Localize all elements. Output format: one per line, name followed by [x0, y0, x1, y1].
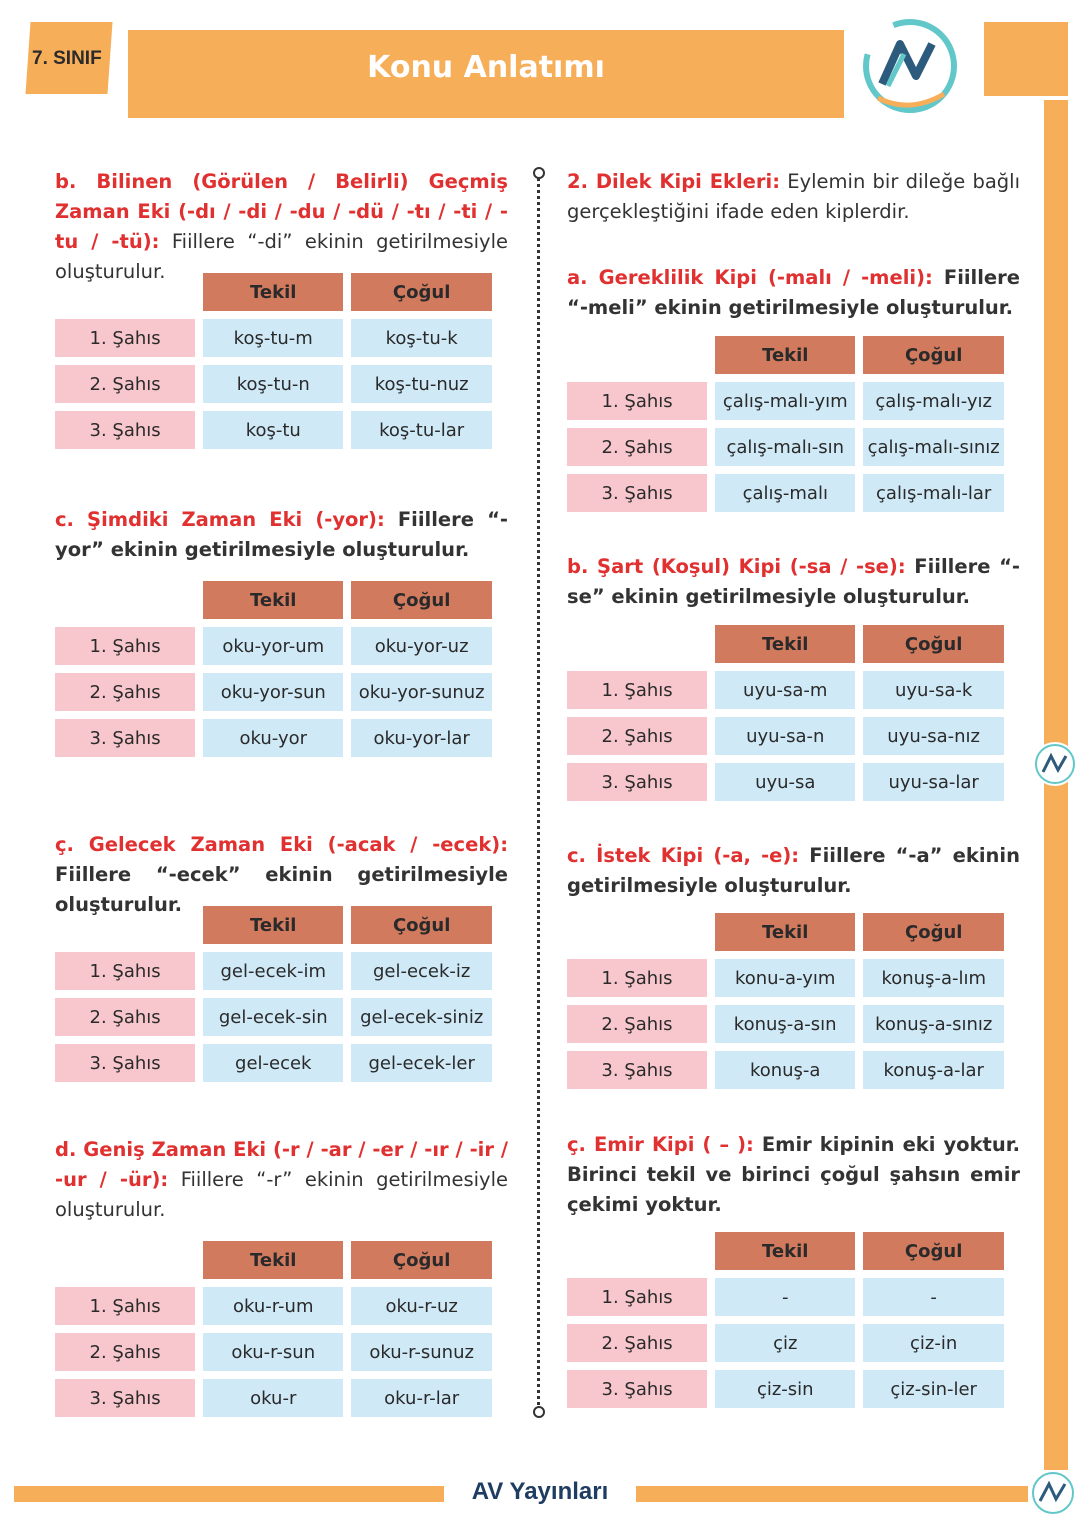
section-future-tense — [55, 830, 508, 1074]
person-label: 3. Şahıs — [55, 1379, 195, 1417]
table-cell: gel-ecek-ler — [351, 1044, 492, 1082]
conjugation-table — [559, 617, 1012, 809]
table-cell: oku-r-sun — [203, 1333, 343, 1371]
person-label: 1. Şahıs — [567, 959, 707, 997]
person-label: 2. Şahıs — [567, 1324, 707, 1362]
table-cell: uyu-sa-nız — [863, 717, 1004, 755]
conjugation-table — [47, 573, 500, 765]
table-cell: - — [715, 1278, 855, 1316]
table-cell: oku-yor — [203, 719, 343, 757]
table-cell: - — [863, 1278, 1004, 1316]
person-label: 3. Şahıs — [55, 1044, 195, 1082]
table-cell: uyu-sa-n — [715, 717, 855, 755]
table-cell: koş-tu-lar — [351, 411, 492, 449]
person-label: 3. Şahıs — [567, 763, 707, 801]
conjugation-table — [47, 265, 500, 457]
table-cell: koş-tu-nuz — [351, 365, 492, 403]
header-singular: Tekil — [203, 273, 343, 311]
footer-logo-icon — [1030, 1470, 1076, 1516]
table-cell: oku-yor-uz — [351, 627, 492, 665]
section-imperative-mood — [567, 1130, 1020, 1400]
table-cell: konu-a-yım — [715, 959, 856, 997]
person-label: 3. Şahıs — [55, 719, 195, 757]
section-optative-mood — [567, 841, 1020, 1081]
table-cell: konuş-a-lar — [863, 1051, 1004, 1089]
section-conditional-mood — [567, 552, 1020, 793]
section-heading: c. İstek Kipi (-a, -e): Fiillere “-a” ekinin getirilmesiyle oluşturulur. — [567, 844, 1020, 897]
header-plural: Çoğul — [351, 273, 492, 311]
person-label: 1. Şahıs — [567, 382, 707, 420]
table-cell: konuş-a — [715, 1051, 856, 1089]
table-cell: çalış-malı-sınız — [863, 428, 1004, 466]
person-label: 3. Şahıs — [55, 411, 195, 449]
conjugation-table — [559, 328, 1012, 520]
section-heading: a. Gereklilik Kipi (-malı / -meli): Fiillere “-meli” ekinin getirilmesiyle oluşturulur. — [567, 266, 1020, 319]
section-heading: d. Geniş Zaman Eki (-r / -ar / -er / -ır / -ir / -ur / -ür): Fiillere “-r” ekinin getirilmesiyle oluşturulur. — [55, 1138, 508, 1221]
av-logo-icon — [858, 14, 962, 118]
table-cell: oku-yor-um — [203, 627, 343, 665]
person-label: 2. Şahıs — [567, 1005, 707, 1043]
table-cell: çiz — [715, 1324, 855, 1362]
table-cell: oku-yor-sun — [203, 673, 343, 711]
person-label: 3. Şahıs — [567, 1370, 707, 1408]
table-cell: uyu-sa — [715, 763, 855, 801]
table-cell: oku-r-sunuz — [351, 1333, 492, 1371]
person-label: 1. Şahıs — [567, 1278, 707, 1316]
section-wish-mood-intro — [567, 167, 1020, 227]
table-cell: çiz-sin — [715, 1370, 855, 1408]
divider-top-dot — [533, 167, 545, 179]
table-cell: çiz-in — [863, 1324, 1004, 1362]
table-cell: çiz-sin-ler — [863, 1370, 1004, 1408]
table-cell: gel-ecek-sin — [203, 998, 343, 1036]
table-cell: çalış-malı-sın — [715, 428, 855, 466]
header-singular: Tekil — [715, 625, 855, 663]
table-cell: koş-tu — [203, 411, 343, 449]
table-cell: çalış-malı-yım — [715, 382, 855, 420]
section-heading: b. Bilinen (Görülen / Belirli) Geçmiş Zaman Eki (-dı / -di / -du / -dü / -tı / -ti / -tu / -tü): Fiillere “-di” ekinin getirilmesiyle oluşturulur. — [55, 170, 508, 283]
header-plural: Çoğul — [863, 1232, 1004, 1270]
table-cell: konuş-a-sın — [715, 1005, 856, 1043]
table-cell: çalış-malı — [715, 474, 855, 512]
section-heading: c. Şimdiki Zaman Eki (-yor): Fiillere “-yor” ekinin getirilmesiyle oluşturulur. — [55, 508, 508, 561]
section-heading: 2. Dilek Kipi Ekleri: Eylemin bir dileğe bağlı gerçekleştiğini ifade eden kiplerdir. — [567, 170, 1021, 223]
table-cell: gel-ecek — [203, 1044, 343, 1082]
person-label: 1. Şahıs — [55, 627, 195, 665]
table-cell: oku-yor-lar — [351, 719, 492, 757]
header-plural: Çoğul — [351, 581, 492, 619]
table-cell: çalış-malı-yız — [863, 382, 1004, 420]
person-label: 1. Şahıs — [567, 671, 707, 709]
table-cell: oku-r-um — [203, 1287, 343, 1325]
person-label: 2. Şahıs — [567, 717, 707, 755]
divider-bottom-dot — [533, 1406, 545, 1418]
person-label: 2. Şahıs — [567, 428, 707, 466]
header-plural: Çoğul — [863, 336, 1004, 374]
section-past-tense — [55, 167, 508, 441]
table-cell: konuş-a-sınız — [863, 1005, 1004, 1043]
table-cell: koş-tu-m — [203, 319, 343, 357]
header-plural: Çoğul — [863, 913, 1004, 951]
conjugation-table — [47, 898, 500, 1090]
section-necessity-mood — [567, 263, 1020, 504]
header-plural: Çoğul — [351, 1241, 492, 1279]
person-label: 1. Şahıs — [55, 319, 195, 357]
table-cell: uyu-sa-m — [715, 671, 855, 709]
table-cell: gel-ecek-siniz — [351, 998, 492, 1036]
publisher-name: AV Yayınları — [471, 1478, 609, 1505]
person-label: 1. Şahıs — [55, 952, 195, 990]
table-cell: koş-tu-n — [203, 365, 343, 403]
person-label: 2. Şahıs — [55, 1333, 195, 1371]
table-cell: çalış-malı-lar — [863, 474, 1004, 512]
footer-line-right — [636, 1486, 1028, 1502]
header-singular: Tekil — [203, 1241, 343, 1279]
table-cell: uyu-sa-k — [863, 671, 1004, 709]
conjugation-table — [47, 1233, 500, 1425]
table-cell: gel-ecek-im — [203, 952, 343, 990]
section-heading: ç. Gelecek Zaman Eki (-acak / -ecek): Fiillere “-ecek” ekinin getirilmesiyle oluşturulur. — [55, 833, 508, 916]
table-cell: uyu-sa-lar — [863, 763, 1004, 801]
header-plural: Çoğul — [351, 906, 492, 944]
table-cell: konuş-a-lım — [863, 959, 1004, 997]
corner-block — [984, 22, 1068, 96]
section-heading: b. Şart (Koşul) Kipi (-sa / -se): Fiillere “-se” ekinin getirilmesiyle oluşturulur. — [567, 555, 1020, 608]
header-singular: Tekil — [715, 336, 855, 374]
person-label: 1. Şahıs — [55, 1287, 195, 1325]
footer-line-left — [14, 1486, 444, 1502]
header-singular: Tekil — [715, 913, 856, 951]
table-cell: oku-r-uz — [351, 1287, 492, 1325]
grade-label: 7. SINIF — [32, 48, 102, 69]
person-label: 3. Şahıs — [567, 474, 707, 512]
header-singular: Tekil — [203, 581, 343, 619]
person-label: 2. Şahıs — [55, 673, 195, 711]
person-label: 2. Şahıs — [55, 998, 195, 1036]
section-aorist-tense — [55, 1135, 508, 1409]
column-divider — [537, 173, 540, 1411]
section-present-continuous — [55, 505, 508, 749]
table-cell: oku-r — [203, 1379, 343, 1417]
section-heading: ç. Emir Kipi ( – ): Emir kipinin eki yoktur. Birinci tekil ve birinci çoğul şahsın emir çekimi yoktur. — [567, 1133, 1020, 1216]
header-plural: Çoğul — [863, 625, 1004, 663]
page-title: Konu Anlatımı — [367, 50, 605, 85]
person-label: 3. Şahıs — [567, 1051, 707, 1089]
conjugation-table — [559, 905, 1012, 1097]
table-cell: gel-ecek-iz — [351, 952, 492, 990]
header-singular: Tekil — [203, 906, 343, 944]
table-cell: oku-r-lar — [351, 1379, 492, 1417]
person-label: 2. Şahıs — [55, 365, 195, 403]
header-singular: Tekil — [715, 1232, 855, 1270]
side-logo-icon — [1033, 742, 1077, 786]
table-cell: oku-yor-sunuz — [351, 673, 492, 711]
conjugation-table — [559, 1224, 1012, 1416]
table-cell: koş-tu-k — [351, 319, 492, 357]
